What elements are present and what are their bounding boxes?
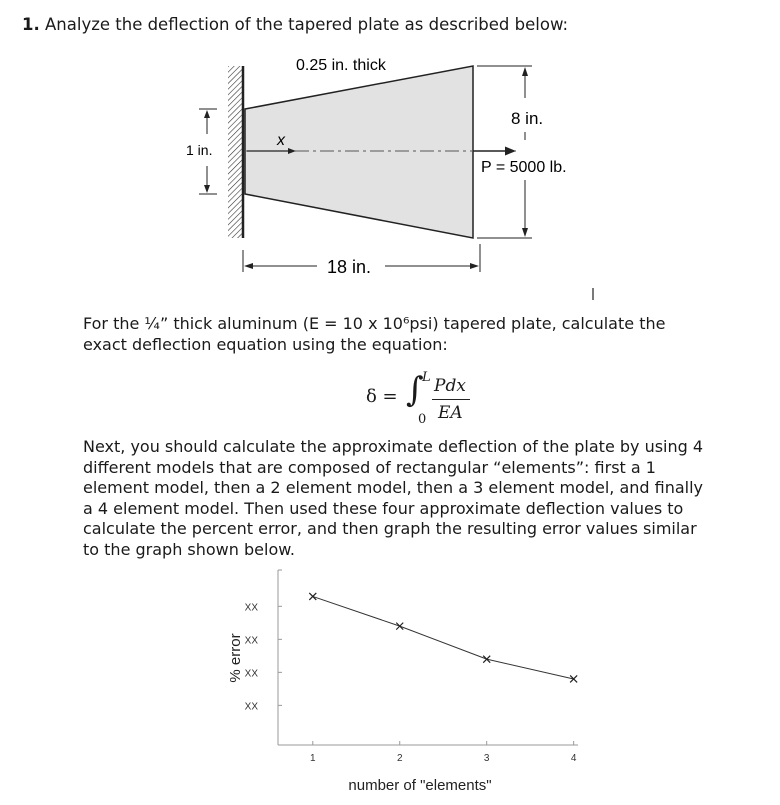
equation-lhs: δ = bbox=[366, 386, 398, 407]
paragraph-intro-line-1: For the ¼” thick aluminum (E = 10 x 10⁶psi) tapered plate, calculate the bbox=[83, 314, 666, 333]
right-height-label: 8 in. bbox=[511, 109, 544, 128]
paragraph-intro-line-2: exact deflection equation using the equation: bbox=[83, 334, 448, 354]
numerator: Pdx bbox=[434, 376, 466, 396]
load-label: P = 5000 lb. bbox=[481, 159, 567, 176]
x-axis-label: number of "elements" bbox=[348, 777, 492, 794]
error-series-line bbox=[313, 596, 574, 679]
y-tick-label: XX bbox=[244, 602, 258, 614]
integral-sign: ∫ bbox=[406, 370, 424, 410]
question-number: 1. bbox=[22, 15, 40, 34]
left-height-label: 1 in. bbox=[186, 142, 213, 158]
x-tick-label: 3 bbox=[483, 753, 490, 764]
upper-limit: L bbox=[422, 370, 431, 385]
instruction-line: element model, then a 2 element model, then a 3 element model, and finally bbox=[83, 478, 704, 497]
x-tick-label: 2 bbox=[396, 753, 403, 764]
data-point-marker bbox=[483, 656, 490, 663]
y-tick-label: XX bbox=[244, 701, 258, 713]
instruction-line: a 4 element model. Then used these four approximate deflection values to bbox=[83, 498, 684, 518]
denominator: EA bbox=[438, 403, 463, 423]
question-text: Analyze the deflection of the tapered plate as described below: bbox=[45, 15, 569, 34]
instruction-line: different models that are composed of rectangular “elements”: first a 1 bbox=[83, 457, 656, 477]
x-tick-label: 4 bbox=[570, 753, 577, 764]
thickness-label: 0.25 in. thick bbox=[296, 57, 386, 74]
y-axis-label: % error bbox=[227, 633, 244, 683]
y-tick-label: XX bbox=[244, 635, 258, 647]
lower-limit: 0 bbox=[418, 412, 427, 427]
x-label: x bbox=[277, 132, 285, 149]
data-point-marker bbox=[396, 623, 403, 630]
data-point-marker bbox=[570, 675, 577, 682]
x-tick-label: 1 bbox=[310, 753, 316, 764]
instruction-line: Next, you should calculate the approximate deflection of the plate by using 4 bbox=[83, 437, 704, 456]
length-label: 18 in. bbox=[327, 257, 372, 277]
instruction-line: calculate the percent error, and then graph the resulting error values similar bbox=[83, 519, 697, 538]
y-tick-label: XX bbox=[244, 668, 258, 680]
instruction-line: to the graph shown below. bbox=[83, 539, 295, 559]
data-point-marker bbox=[309, 593, 316, 600]
